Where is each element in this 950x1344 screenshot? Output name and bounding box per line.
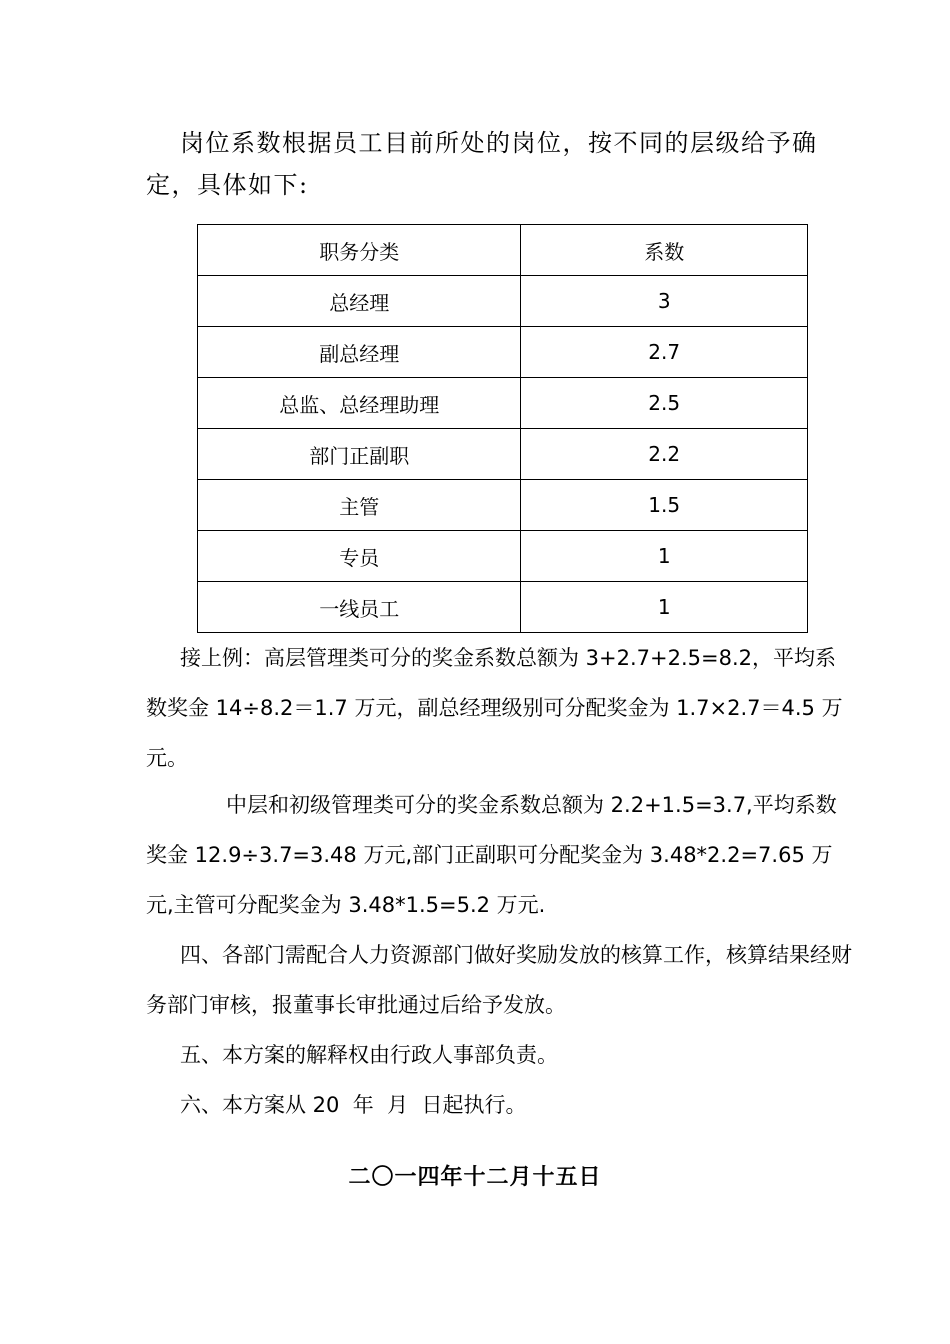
cell-job: 副总经理 bbox=[198, 327, 521, 378]
cell-coefficient: 2.5 bbox=[521, 378, 808, 429]
cell-job: 部门正副职 bbox=[198, 429, 521, 480]
cell-job: 专员 bbox=[198, 531, 521, 582]
header-coefficient: 系数 bbox=[521, 225, 808, 276]
cell-coefficient: 2.2 bbox=[521, 429, 808, 480]
table-row bbox=[198, 582, 808, 633]
document-date: 二〇一四年十二月十五日 bbox=[348, 1165, 602, 1190]
cell-coefficient: 1.5 bbox=[521, 480, 808, 531]
section-five-paragraph: 五、本方案的解释权由行政人事部负责。 bbox=[180, 1043, 558, 1067]
table-row bbox=[198, 531, 808, 582]
table-header-row bbox=[198, 225, 808, 276]
section-four-paragraph: 四、各部门需配合人力资源部门做好奖励发放的核算工作，核算结果经财务部门审核，报董事长审批通过后给予发放。 bbox=[146, 943, 852, 1017]
cell-job: 总经理 bbox=[198, 276, 521, 327]
cell-coefficient: 1 bbox=[521, 531, 808, 582]
table-row bbox=[198, 429, 808, 480]
cell-coefficient: 1 bbox=[521, 582, 808, 633]
table-row bbox=[198, 327, 808, 378]
table-row bbox=[198, 480, 808, 531]
cell-coefficient: 2.7 bbox=[521, 327, 808, 378]
cell-job: 主管 bbox=[198, 480, 521, 531]
coefficient-table bbox=[197, 224, 808, 633]
intro-paragraph: 岗位系数根据员工目前所处的岗位，按不同的层级给予确定，具体如下: bbox=[146, 129, 818, 199]
example-paragraph: 接上例：高层管理类可分的奖金系数总额为 3+2.7+2.5=8.2，平均系数奖金 14÷8.2＝1.7 万元，副总经理级别可分配奖金为 1.7×2.7＝4.5 万元。 bbox=[146, 646, 843, 770]
table-row bbox=[198, 378, 808, 429]
middle-management-paragraph: 中层和初级管理类可分的奖金系数总额为 2.2+1.5=3.7,平均系数奖金 12.9÷3.7=3.48 万元,部门正副职可分配奖金为 3.48*2.2=7.65 万元,主管可分配奖金为 3.48*1.5=5.2 万元. bbox=[146, 793, 837, 917]
cell-coefficient: 3 bbox=[521, 276, 808, 327]
header-job-category: 职务分类 bbox=[198, 225, 521, 276]
cell-job: 一线员工 bbox=[198, 582, 521, 633]
cell-job: 总监、总经理助理 bbox=[198, 378, 521, 429]
table-row bbox=[198, 276, 808, 327]
section-six-paragraph: 六、本方案从 20 年 月 日起执行。 bbox=[180, 1093, 527, 1117]
